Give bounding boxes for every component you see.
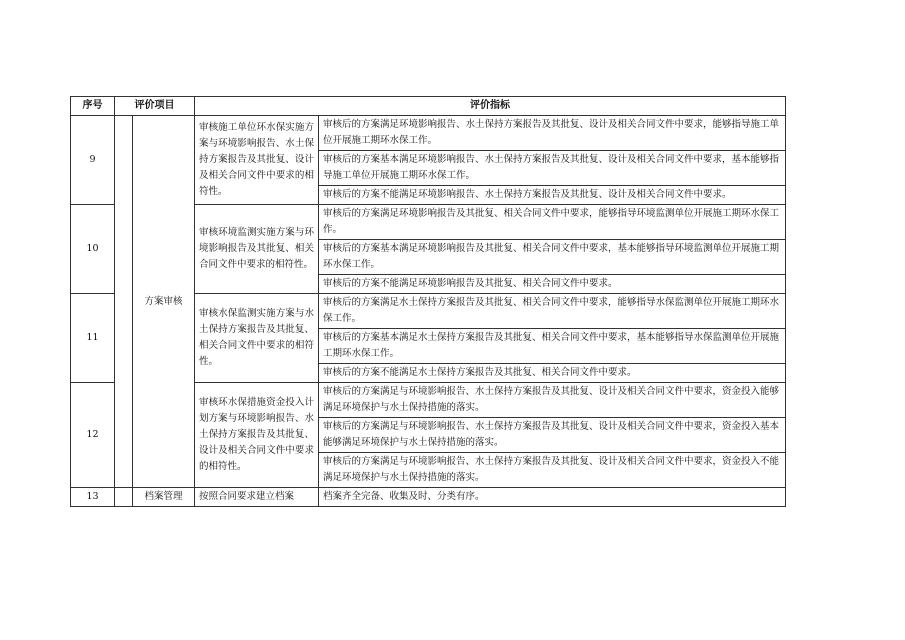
- category-label: 档案管理: [133, 488, 195, 507]
- criteria-cell: 审核后的方案满足环境影响报告及其批复、相关合同文件中要求，能够指导环境监测单位开展施工期环水保工作。: [319, 205, 786, 240]
- header-item: 评价项目: [115, 97, 195, 116]
- criteria-cell: 审核后的方案满足与环境影响报告、水土保持方案报告及其批复、设计及相关合同文件中要求，资金投入不能满足环境保护与水土保持措施的落实。: [319, 453, 786, 488]
- table-row: [71, 116, 786, 151]
- header-seq: 序号: [71, 97, 115, 116]
- criteria-cell: 审核后的方案基本满足环境影响报告、水土保持方案报告及其批复、设计及相关合同文件中要求，基本能够指导施工单位开展施工期环水保工作。: [319, 151, 786, 186]
- table-row: [71, 488, 786, 507]
- evaluation-item: 审核水保监测实施方案与水土保持方案报告及其批复、相关合同文件中要求的相符性。: [195, 294, 319, 383]
- table-header-row: [71, 97, 786, 116]
- row-seq: 11: [71, 294, 115, 383]
- criteria-cell: 审核后的方案满足水土保持方案报告及其批复、相关合同文件中要求，能够指导水保监测单位开展施工期环水保工作。: [319, 294, 786, 329]
- evaluation-item: 审核环境监测实施方案与环境影响报告及其批复、相关合同文件中要求的相符性。: [195, 205, 319, 294]
- criteria-cell: 审核后的方案满足环境影响报告、水土保持方案报告及其批复、设计及相关合同文件中要求，能够指导施工单位开展施工期环水保工作。: [319, 116, 786, 151]
- row-seq: 12: [71, 383, 115, 488]
- evaluation-item: 按照合同要求建立档案: [195, 488, 319, 507]
- row-seq: 9: [71, 116, 115, 205]
- header-indicator: 评价指标: [195, 97, 786, 116]
- blank-subcolumn: [115, 488, 133, 507]
- evaluation-item: 审核施工单位环水保实施方案与环境影响报告、水土保持方案报告及其批复、设计及相关合同文件中要求的相符性。: [195, 116, 319, 205]
- criteria-cell: 档案齐全完备、收集及时、分类有序。: [319, 488, 786, 507]
- criteria-cell: 审核后的方案满足与环境影响报告、水土保持方案报告及其批复、设计及相关合同文件中要求，资金投入基本能够满足环境保护与水土保持措施的落实。: [319, 418, 786, 453]
- blank-subcolumn: [115, 116, 133, 488]
- criteria-cell: 审核后的方案基本满足水土保持方案报告及其批复、相关合同文件中要求，基本能够指导水保监测单位开展施工期环水保工作。: [319, 329, 786, 364]
- row-seq: 10: [71, 205, 115, 294]
- criteria-cell: 审核后的方案不能满足水土保持方案报告及其批复、相关合同文件中要求。: [319, 364, 786, 383]
- row-seq: 13: [71, 488, 115, 507]
- criteria-cell: 审核后的方案满足与环境影响报告、水土保持方案报告及其批复、设计及相关合同文件中要求，资金投入能够满足环境保护与水土保持措施的落实。: [319, 383, 786, 418]
- group-label: 方案审核: [133, 116, 195, 488]
- criteria-cell: 审核后的方案不能满足环境影响报告及其批复、相关合同文件中要求。: [319, 275, 786, 294]
- criteria-cell: 审核后的方案不能满足环境影响报告、水土保持方案报告及其批复、设计及相关合同文件中要求。: [319, 186, 786, 205]
- criteria-cell: 审核后的方案基本满足环境影响报告及其批复、相关合同文件中要求，基本能够指导环境监测单位开展施工期环水保工作。: [319, 240, 786, 275]
- evaluation-item: 审核环水保措施资金投入计划方案与环境影响报告、水土保持方案报告及其批复、设计及相关合同文件中要求的相符性。: [195, 383, 319, 488]
- evaluation-table: [70, 96, 786, 507]
